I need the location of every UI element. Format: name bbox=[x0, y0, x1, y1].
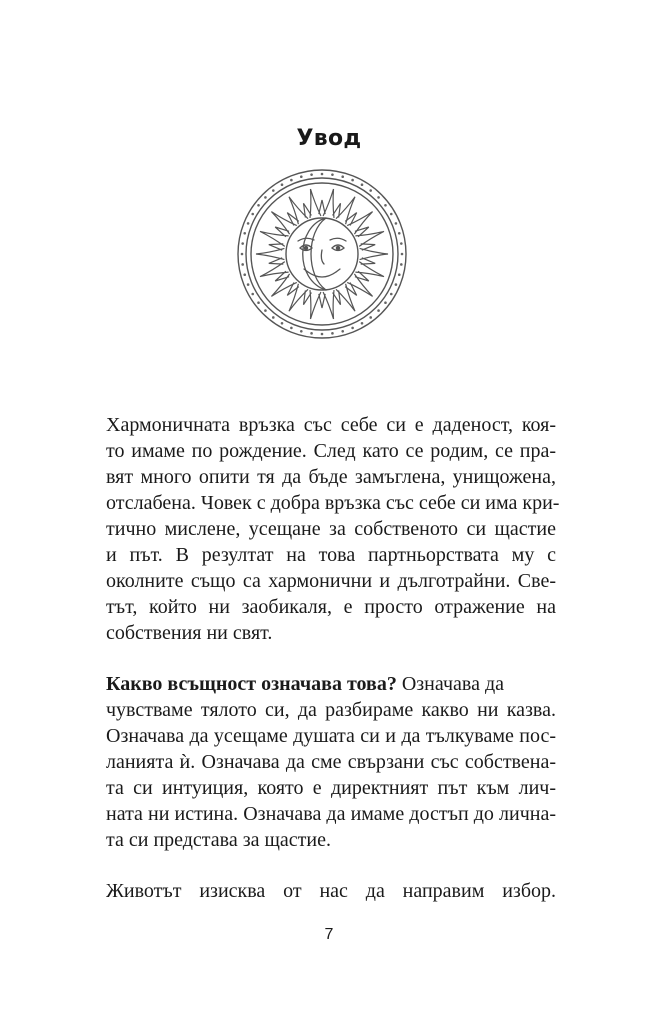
p1-line-2: то имаме по рождение. След като се родим, се пра- bbox=[106, 440, 556, 462]
p2-line-3: Означава да усещаме душата си и да тълкуваме пос- bbox=[106, 725, 556, 747]
page-number: 7 bbox=[324, 926, 334, 943]
p2-line-4: ланията ѝ. Означава да сме свързани със собствена- bbox=[106, 751, 556, 773]
sun-moon-emblem-icon bbox=[236, 168, 408, 340]
p2-lead-rest: Означава да bbox=[396, 673, 504, 695]
p1-line-5: тично мислене, усещане за собственото си щастие bbox=[106, 518, 556, 540]
p1-line-9: собствения ни свят. bbox=[106, 622, 273, 644]
p1-line-7: околните също са хармонични и дълготрайни. Све- bbox=[106, 570, 556, 592]
p2-bold-question: Какво всъщност означава това? bbox=[106, 673, 397, 695]
p3-line-1: Животът изисква от нас да направим избор. bbox=[106, 880, 556, 902]
p1-line-3: вят много опити тя да бъде замъглена, унищожена, bbox=[106, 466, 556, 488]
p2-line-5: та си интуиция, която е директният път към лич- bbox=[106, 777, 556, 799]
p2-line-7: та си представа за щастие. bbox=[106, 829, 331, 851]
chapter-title: Увод bbox=[296, 126, 362, 151]
p1-line-4: отслабена. Човек с добра връзка със себе си има кри- bbox=[106, 492, 560, 514]
p2-line-2: чувстваме тялото си, да разбираме какво ни казва. bbox=[106, 699, 556, 721]
p1-line-6: и път. В резултат на това партньорствата му с bbox=[106, 544, 556, 566]
p1-line-1: Хармоничната връзка със себе си е даденост, коя- bbox=[106, 414, 556, 436]
p2-line-1 bbox=[106, 671, 556, 697]
p1-line-8: тът, който ни заобикаля, е просто отражение на bbox=[106, 596, 556, 618]
p2-line-6: ната ни истина. Означава да имаме достъп до лична- bbox=[106, 803, 556, 825]
